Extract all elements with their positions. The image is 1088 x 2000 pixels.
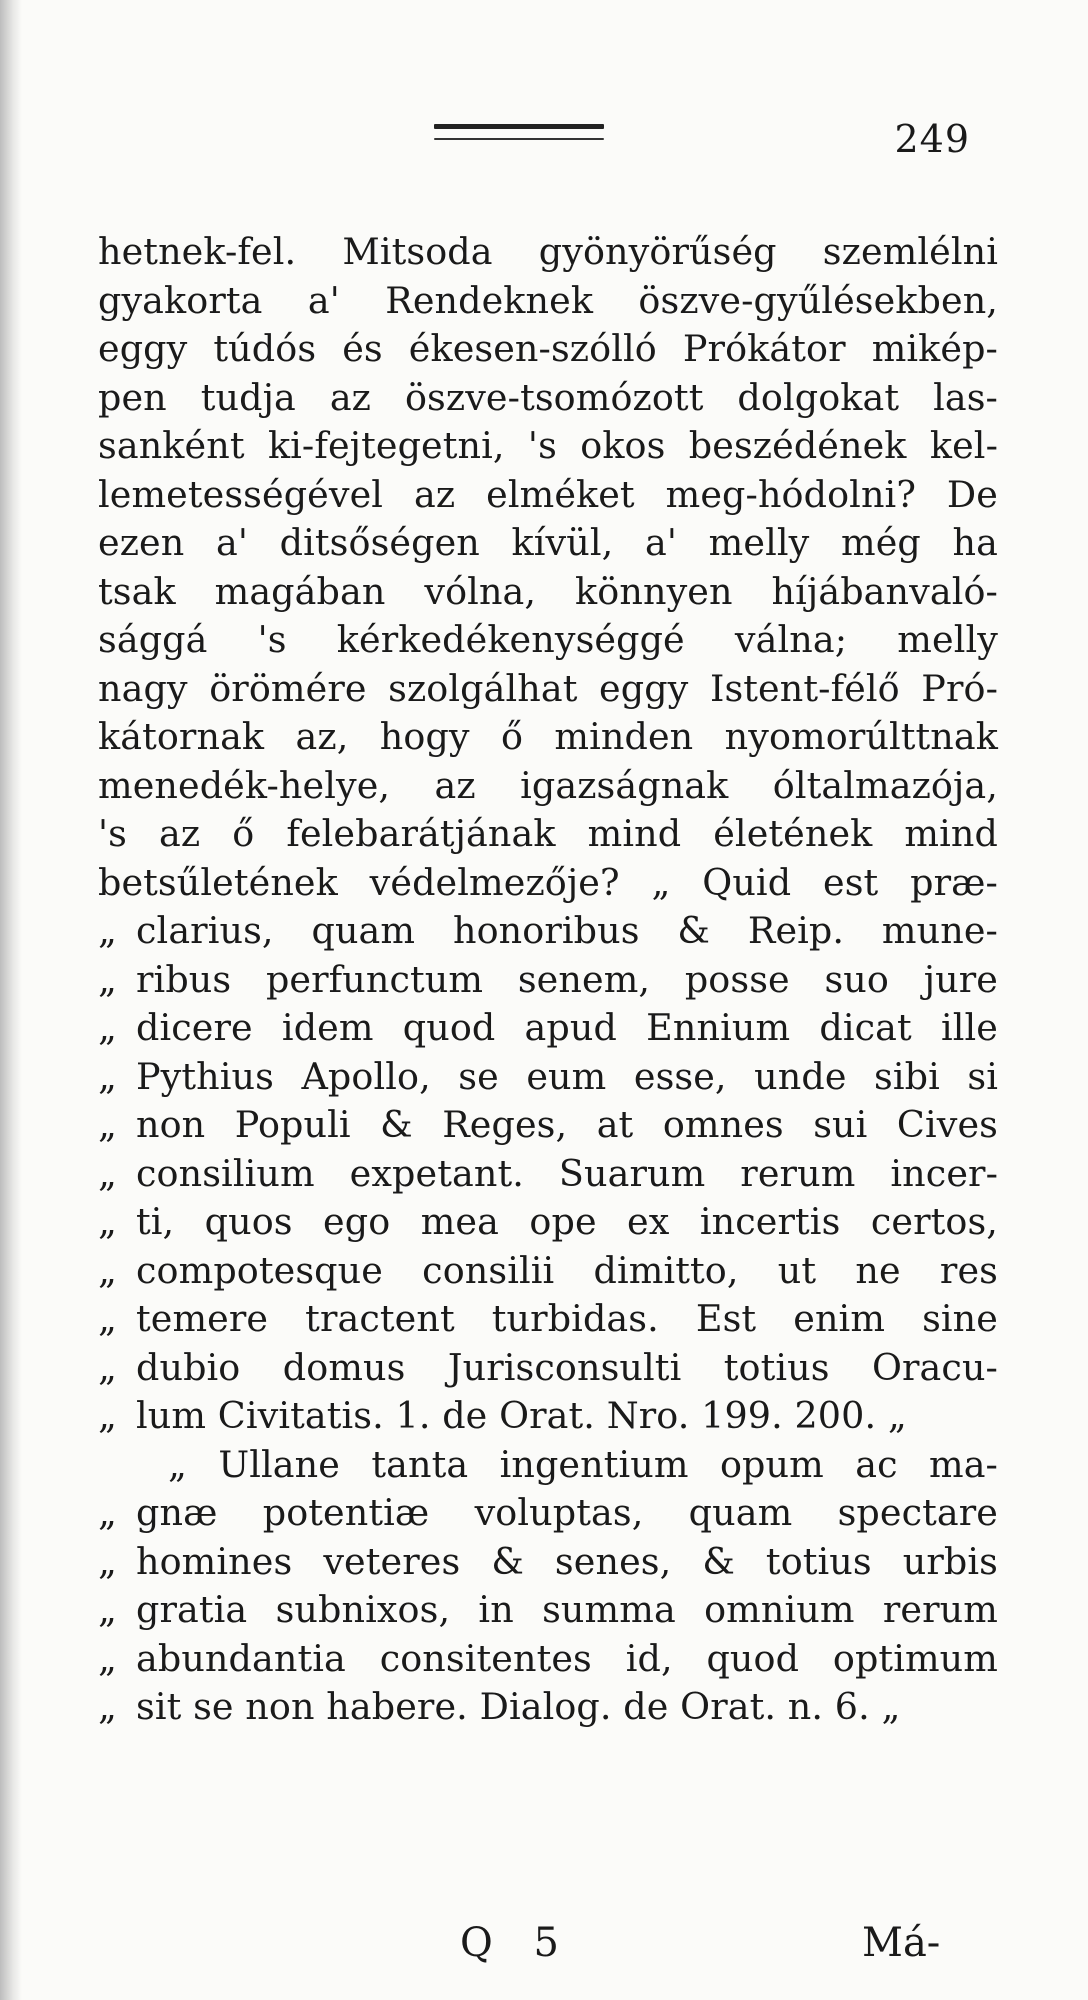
quote-line <box>98 1489 998 1538</box>
quote-text: gratia subnixos, in summa omnium rerum <box>136 1588 998 1631</box>
quote-text: temere tractent turbidas. Est enim sine <box>136 1297 998 1340</box>
text-line: tsak magában vólna, könnyen híjábanvaló- <box>98 569 998 613</box>
quote-line <box>98 1635 998 1684</box>
quote-text: Pythius Apollo, se eum esse, unde sibi si <box>136 1054 998 1098</box>
quote-mark: „ <box>98 1539 118 1583</box>
quote-text: gnæ potentiæ voluptas, quam spectare <box>136 1491 998 1534</box>
quote-line <box>98 1683 998 1732</box>
header-rule-thin <box>434 138 604 140</box>
text-line: gyakorta a' Rendeknek öszve-gyűlésekben, <box>98 278 998 322</box>
text-line: pen tudja az öszve-tsomózott dolgokat las- <box>98 375 998 419</box>
quote-text: lum Civitatis. 1. de Orat. Nro. 199. 200. „ <box>136 1394 907 1437</box>
quote-mark: „ <box>98 1491 118 1534</box>
quote-mark: „ <box>98 1345 118 1389</box>
quote-mark: „ <box>98 1394 118 1437</box>
quote-text: sit se non habere. Dialog. de Orat. n. 6. „ <box>136 1685 901 1728</box>
text-line: kátornak az, hogy ő minden nyomorúlttnak <box>98 715 998 758</box>
quote-line <box>98 1004 998 1053</box>
quote-mark: „ <box>98 957 118 1001</box>
quote-line <box>98 1295 998 1344</box>
quote-mark: „ <box>98 1248 118 1292</box>
header-rule <box>434 124 604 129</box>
quote-line <box>98 1247 998 1296</box>
text-line: sanként ki-fejtegetni, 's okos beszédének kel- <box>98 424 998 467</box>
quote-line <box>98 1392 998 1441</box>
quote-line <box>98 1344 998 1393</box>
text-line: lemetességével az elméket meg-hódolni? De <box>98 472 998 516</box>
page-footer <box>0 1920 1088 1980</box>
text-line: menedék-helye, az igazságnak óltalmazója, <box>98 763 998 807</box>
text-line: eggy túdós és ékesen-szólló Prókátor mikép- <box>98 327 998 370</box>
quote-text: consilium expetant. Suarum rerum incer- <box>136 1151 998 1195</box>
page-text <box>98 228 998 1732</box>
text-line: ezen a' ditsőségen kívül, a' melly még ha <box>98 521 998 564</box>
quote-text: ribus perfunctum senem, posse suo jure <box>136 957 998 1001</box>
quote-mark: „ <box>98 1054 118 1098</box>
quote-line <box>98 1198 998 1247</box>
quote-mark: „ <box>98 1636 118 1680</box>
quote-text: clarius, quam honoribus & Reip. mune- <box>136 909 998 952</box>
quote-line <box>98 907 998 956</box>
quote-line <box>98 1150 998 1199</box>
quote-text: dubio domus Jurisconsulti totius Oracu- <box>136 1345 998 1389</box>
page-header <box>430 117 970 180</box>
signature-mark: Q 5 <box>460 1920 573 1966</box>
quote-text: non Populi & Reges, at omnes sui Cives <box>136 1103 998 1146</box>
quote-mark: „ <box>98 1200 118 1243</box>
text-line: sággá 's kérkedékenységgé válna; melly <box>98 618 998 661</box>
quote-text: abundantia consitentes id, quod optimum <box>136 1636 998 1680</box>
quote-mark: „ <box>98 909 118 952</box>
text-line: hetnek-fel. Mitsoda gyönyörűség szemlélni <box>98 230 998 273</box>
quote-mark: „ <box>98 1151 118 1195</box>
text-line: betsűletének védelmezője? „ Quid est præ- <box>98 860 998 904</box>
quote-mark: „ <box>98 1297 118 1340</box>
page-number: 249 <box>894 117 970 161</box>
quote-mark: „ <box>98 1588 118 1631</box>
quote-line <box>98 956 998 1005</box>
catchword: Má- <box>862 1920 941 1966</box>
quote-text: homines veteres & senes, & totius urbis <box>136 1539 998 1583</box>
quote-line <box>98 1538 998 1587</box>
quote-line <box>98 1586 998 1635</box>
quote-line <box>98 1101 998 1150</box>
quote-text: compotesque consilii dimitto, ut ne res <box>136 1248 998 1292</box>
binding-shadow <box>0 0 22 2000</box>
text-line: nagy örömére szolgálhat eggy Istent-félő Pró- <box>98 666 998 710</box>
quote-line <box>98 1053 998 1102</box>
quote-mark: „ <box>98 1103 118 1146</box>
quote-mark: „ <box>98 1685 118 1728</box>
quote-text: dicere idem quod apud Ennium dicat ille <box>136 1006 998 1049</box>
quote-opening-line: „ Ullane tanta ingentium opum ac ma- <box>168 1442 998 1486</box>
text-line: 's az ő felebarátjának mind életének mind <box>98 812 998 855</box>
quote-mark: „ <box>98 1006 118 1049</box>
quote-text: ti, quos ego mea ope ex incertis certos, <box>136 1200 998 1243</box>
